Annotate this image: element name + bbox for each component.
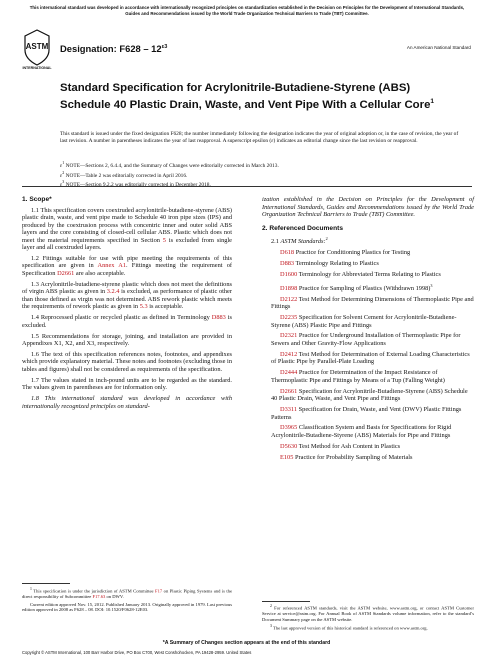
- reference-item: D883 Terminology Relating to Plastics: [280, 259, 379, 267]
- designation-epsilon: ε3: [161, 43, 168, 50]
- reference-code-link[interactable]: D2122: [280, 295, 298, 303]
- reference-item: D3311 Specification for Drain, Waste, and Vent (DWV) Plastic Fittings Patterns: [271, 406, 462, 421]
- reference-item: D2122 Test Method for Determining Dimensions of Thermoplastic Pipe and Fittings: [271, 295, 474, 311]
- link-d2661[interactable]: D2661: [57, 269, 75, 277]
- link-annex-a1[interactable]: Annex A1: [97, 262, 127, 270]
- document-title: [60, 82, 460, 112]
- link-5-3[interactable]: 5.3: [139, 303, 148, 311]
- link-d883[interactable]: D883: [211, 314, 226, 322]
- link-3-2-4[interactable]: 3.2.4: [106, 288, 120, 296]
- reference-code-link[interactable]: E105: [280, 453, 294, 461]
- reference-code-link[interactable]: D5630: [280, 442, 298, 450]
- footnote-3: $^3$ The last approved version of this historical standard is referenced on www.astm.org.: [270, 624, 428, 631]
- reference-code-link[interactable]: D1898: [280, 284, 298, 292]
- reference-item: E105 Practice for Probability Sampling of Materials: [280, 453, 413, 461]
- link-section-5[interactable]: 5: [162, 236, 166, 244]
- reference-item: D1600 Terminology for Abbreviated Terms Relating to Plastics: [280, 270, 441, 278]
- reference-code-link[interactable]: D3311: [280, 406, 298, 414]
- left-footnotes: [22, 587, 232, 615]
- editorial-notes: [60, 160, 465, 189]
- reference-item: D2661 Specification for Acrylonitrile-Butadiene-Styrene (ABS) Schedule 40 Plastic Drain, Waste, and Vent Pipe and Fittings: [271, 387, 468, 403]
- link-f17[interactable]: F17: [155, 588, 163, 594]
- reference-item: D2321 Practice for Underground Installation of Thermoplastic Pipe for Sewers and Other Gravity-Flow Applications: [271, 332, 461, 347]
- footnote-2: $^2$ For referenced ASTM standards, visit the ASTM website, www.astm.org, or contact ASTM Customer Service at service@astm.org. For Annual Book of ASTM Standards volume information, refer to the standard’s Document Summary page on the ASTM website.: [262, 604, 474, 622]
- reference-item: D2412 Test Method for Determination of External Loading Characteristics of Plastic Pipe by Parallel-Plate Loading: [271, 350, 470, 366]
- paragraph-1-3: 1.3 Acrylonitrile-butadiene-styrene plastic which does not meet the definitions of virgin ABS plastic as given in 3.2.4 is excluded, as performance of plastic other than those defined as virgin was not determined. ABS rework plastic which meets the requirements of rework plastic as given in 5.3 is acceptable.: [22, 280, 232, 311]
- paragraph-1-6: 1.6 The text of this specification references notes, footnotes, and appendixes which provide explanatory material. These notes and footnotes (excluding those in tables and figures) shall not be considered as requirements of the specification.: [22, 350, 232, 373]
- footnote-1: $^1$ This specification is under the jurisdiction of ASTM Committee F17 on Plastic Piping Systems and is the direct responsibility of Subcommittee F17.63 on DWV.: [22, 587, 232, 600]
- designation: [60, 43, 167, 54]
- title-text: Standard Specification for Acrylonitrile-Butadiene-Styrene (ABS) Schedule 40 Plastic Drain, Waste, and Vent Pipe With a Cellular Core: [60, 82, 431, 111]
- reference-item: D5630 Test Method for Ash Content in Plastics: [280, 442, 401, 450]
- summary-of-changes-note: *A Summary of Changes section appears at the end of this standard: [162, 640, 331, 646]
- reference-code-link[interactable]: D2321: [280, 332, 298, 340]
- link-f17-63[interactable]: F17.63: [92, 594, 106, 600]
- logo-sub: INTERNATIONAL: [22, 66, 52, 70]
- header-divider: [22, 186, 472, 187]
- footnote-rule: [262, 601, 310, 602]
- editorial-note: $\varepsilon^1$ NOTE—Sections 2, 6.4.4, and the Summary of Changes were editorially corrected in March 2013.: [60, 160, 279, 169]
- paragraph-1-8-continued: ization established in the Decision on Principles for the Development of International Standards, Guides and Recommendations issued by the World Trade Organization Technical Barriers to Trade (TBT) Committee.: [262, 196, 474, 218]
- issuance-statement: This standard is issued under the fixed designation F628; the number immediately following the designation indicates the year of original adoption or, in the case of revision, the year of last revision. A number in parentheses indicates the year of last reapproval. A superscript epsilon (ε) indicates an editorial change since the last revision or reapproval.: [60, 131, 459, 144]
- referenced-documents-heading: 2. Referenced Documents: [262, 224, 343, 232]
- title-footnote-ref: 1: [430, 98, 435, 105]
- reference-list: [262, 249, 474, 461]
- reference-item: D1898 Practice for Sampling of Plastics (Withdrawn 1998)$^3$: [280, 282, 433, 292]
- reference-item: D2235 Specification for Solvent Cement for Acrylonitrile-Butadiene-Styrene (ABS) Plastic Pipe and Fittings: [271, 314, 457, 329]
- right-footnotes: [262, 604, 474, 633]
- astm-standards-subheading: 2.1 ASTM Standards:$^2$: [271, 236, 328, 246]
- copyright-line: Copyright © ASTM International, 100 Barr Harbor Drive, PO Box C700, West Conshohocken, PA 19428-2959. United States: [22, 650, 252, 655]
- reference-item: D618 Practice for Conditioning Plastics for Testing: [280, 249, 411, 256]
- reference-code-link[interactable]: D1600: [280, 270, 298, 278]
- footnote-1-edition: Current edition approved Nov. 15, 2012. Published January 2013. Originally approved in 1979. Last previous edition approved in 2008 as F628 – 08. DOI: 10.1520/F0628-12E03.: [22, 601, 232, 613]
- reference-item: D3965 Classification System and Basis for Specifications for Rigid Acrylonitrile-Butadiene-Styrene (ABS) Materials for Pipe and Fittings: [271, 424, 452, 439]
- publisher-label: An American National Standard: [406, 45, 471, 50]
- reference-code-link[interactable]: D2661: [280, 387, 298, 395]
- editorial-note: $\varepsilon^2$ NOTE—Table 2 was editorially corrected in April 2016.: [60, 169, 188, 179]
- astm-logo-icon: [22, 28, 52, 70]
- reference-code-link[interactable]: D2235: [280, 314, 298, 322]
- scope-heading: 1. Scope*: [22, 196, 52, 203]
- paragraph-1-7: 1.7 The values stated in inch-pound units are to be regarded as the standard. The values given in parentheses are for information only.: [22, 376, 232, 392]
- reference-code-link[interactable]: D2412: [280, 350, 298, 358]
- right-column: [262, 196, 474, 465]
- reference-code-link[interactable]: D618: [280, 249, 295, 256]
- footnote-rule: [22, 583, 70, 584]
- reference-code-link[interactable]: D883: [280, 259, 295, 267]
- logo-name: ASTM: [25, 42, 49, 51]
- designation-number: Designation: F628 – 12: [60, 43, 162, 54]
- reference-code-link[interactable]: D3965: [280, 424, 298, 432]
- document-banner: This international standard was developed in accordance with internationally recognized principles on standardization established in the Decision on Principles for the Development of International Standards, Guides and Recommendations issued by the World Trade Organization Technical Barriers to Trade (TBT) Committee.: [29, 5, 465, 16]
- paragraph-1-5: 1.5 Recommendations for storage, joining, and installation are provided in Appendixes X1, X2, and X3, respectively.: [22, 332, 232, 348]
- editorial-note: $\varepsilon^3$ NOTE—Section 9.2.2 was editorially corrected in December 2018.: [60, 179, 211, 188]
- paragraph-1-8: 1.8 This international standard was developed in accordance with internationally recognized principles on standard-: [22, 395, 232, 410]
- paragraph-1-4: 1.4 Reprocessed plastic or recycled plastic as defined in Terminology D883 is excluded.: [22, 314, 232, 329]
- paragraph-1-1: 1.1 This specification covers coextruded acrylonitrile-butadiene-styrene (ABS) plastic drain, waste, and vent pipe made to Schedule 40 iron pipe sizes (IPS) and produced by the coextrusion process with concentric inner and outer solid ABS layers and the core consisting of closed-cell cellular ABS. Plastic which does not meet the material requirements specified in Section 5 is excluded from single layer and all coextruded layers.: [22, 206, 232, 251]
- reference-code-link[interactable]: D2444: [280, 369, 298, 377]
- left-column: [22, 196, 232, 414]
- paragraph-1-2: 1.2 Fittings suitable for use with pipe meeting the requirements of this specification are given in Annex A1. Fittings meeting the requirement of Specification D2661 are also acceptable.: [22, 254, 232, 277]
- reference-item: D2444 Practice for Determination of the Impact Resistance of Thermoplastic Pipe and Fittings by Means of a Tup (Falling Weight): [271, 369, 445, 384]
